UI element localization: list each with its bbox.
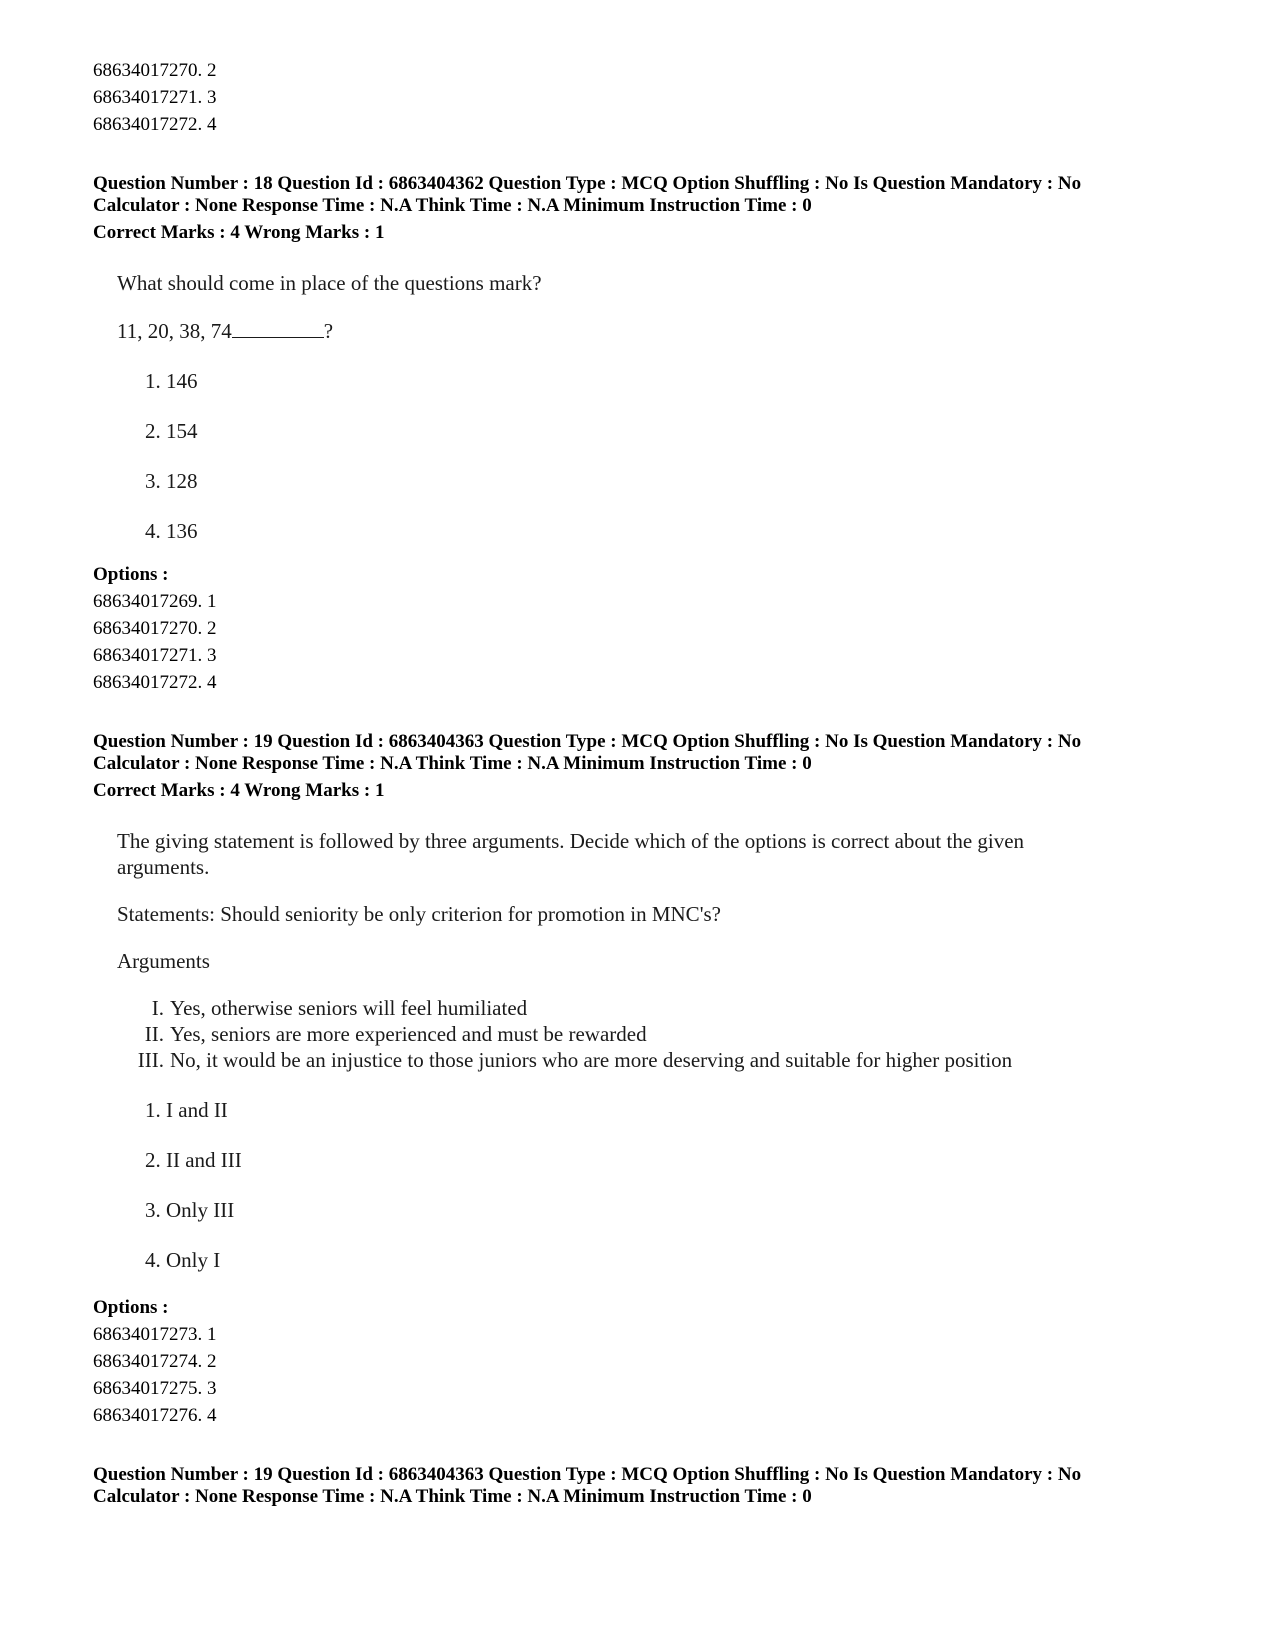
option-id-line: 68634017271. 3 (93, 645, 217, 666)
answer-choice: 4. 136 (145, 519, 198, 543)
options-label: Options : (93, 1297, 169, 1318)
question-prompt: arguments. (117, 855, 210, 879)
argument-item (120, 995, 527, 1021)
option-id-line: 68634017272. 4 (93, 114, 217, 135)
option-id-line: 68634017271. 3 (93, 87, 217, 108)
question-marks: Correct Marks : 4 Wrong Marks : 1 (93, 222, 385, 243)
answer-blank (232, 319, 324, 338)
question-prompt: What should come in place of the questions mark? (117, 271, 542, 295)
argument-number: I. (151, 996, 164, 1020)
question-header: Calculator : None Response Time : N.A Think Time : N.A Minimum Instruction Time : 0 (93, 1486, 812, 1507)
answer-choice: 1. I and II (145, 1098, 228, 1122)
question-statement: Statements: Should seniority be only criterion for promotion in MNC's? (117, 902, 721, 926)
argument-text: Yes, otherwise seniors will feel humiliated (170, 996, 528, 1020)
argument-item (120, 1047, 1012, 1073)
argument-text: Yes, seniors are more experienced and must be rewarded (170, 1022, 647, 1046)
answer-choice: 3. Only III (145, 1198, 235, 1222)
option-id-line: 68634017269. 1 (93, 591, 217, 612)
number-series (117, 318, 333, 344)
question-header: Question Number : 19 Question Id : 6863404363 Question Type : MCQ Option Shuffling : No Is Question Mandatory : No (93, 731, 1082, 752)
question-header: Calculator : None Response Time : N.A Think Time : N.A Minimum Instruction Time : 0 (93, 753, 812, 774)
option-id-line: 68634017272. 4 (93, 672, 217, 693)
option-id-line: 68634017275. 3 (93, 1378, 217, 1399)
answer-choice: 4. Only I (145, 1248, 221, 1272)
option-id-line: 68634017270. 2 (93, 60, 217, 81)
argument-number: II. (144, 1022, 164, 1046)
series-question-mark: ? (323, 319, 334, 343)
argument-number: III. (137, 1048, 164, 1072)
question-header: Question Number : 18 Question Id : 6863404362 Question Type : MCQ Option Shuffling : No Is Question Mandatory : No (93, 173, 1082, 194)
option-id-line: 68634017276. 4 (93, 1405, 217, 1426)
argument-text: No, it would be an injustice to those juniors who are more deserving and suitable for higher position (170, 1048, 1013, 1072)
question-header: Question Number : 19 Question Id : 6863404363 Question Type : MCQ Option Shuffling : No Is Question Mandatory : No (93, 1464, 1082, 1485)
option-id-line: 68634017270. 2 (93, 618, 217, 639)
argument-item (120, 1021, 647, 1047)
option-id-line: 68634017274. 2 (93, 1351, 217, 1372)
series-values: 11, 20, 38, 74 (117, 319, 232, 343)
answer-choice: 3. 128 (145, 469, 198, 493)
answer-choice: 1. 146 (145, 369, 198, 393)
arguments-label: Arguments (117, 949, 210, 973)
question-marks: Correct Marks : 4 Wrong Marks : 1 (93, 780, 385, 801)
option-id-line: 68634017273. 1 (93, 1324, 217, 1345)
question-header: Calculator : None Response Time : N.A Think Time : N.A Minimum Instruction Time : 0 (93, 195, 812, 216)
answer-choice: 2. II and III (145, 1148, 242, 1172)
options-label: Options : (93, 564, 169, 585)
answer-choice: 2. 154 (145, 419, 198, 443)
question-prompt: The giving statement is followed by three arguments. Decide which of the options is correct about the given (117, 829, 1025, 853)
